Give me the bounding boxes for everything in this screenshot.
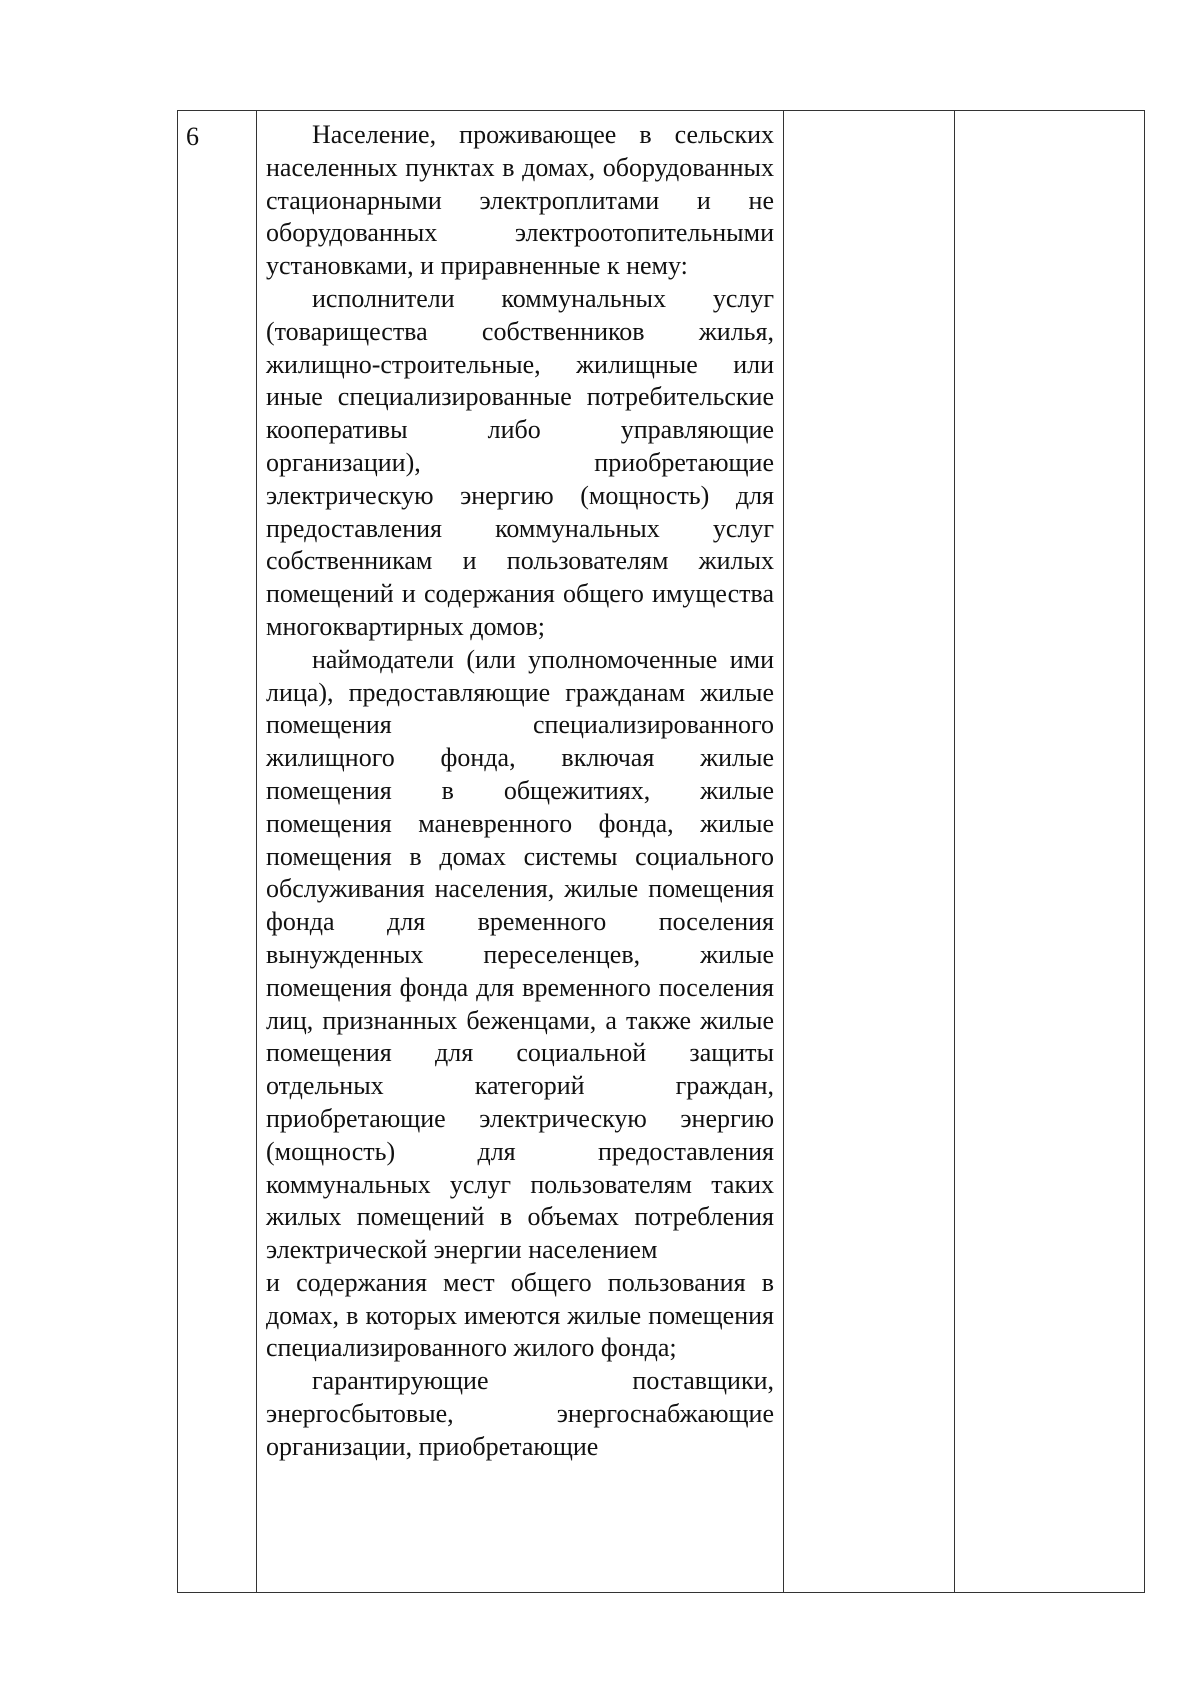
paragraph-landlords: наймодатели (или уполномоченные ими лица), предоставляющие гражданам жилые помещения специализированного жилищного фонда, включая жилые помещения в общежитиях, жилые помещения маневренного фонда, жилые помещения в домах системы социального обслуживания населения, жилые помещения фонда для временного поселения вынужденных переселенцев, жилые помещения фонда для временного поселения лиц, признанных беженцами, а также жилые помещения для социальной защиты отдельных категорий граждан, приобретающие электрическую энергию (мощность) для предоставления коммунальных услуг пользователям таких жилых помещений в объемах потребления электрической энергии населением: [266, 644, 774, 1265]
consumer-category-cell: [266, 119, 774, 1464]
paragraph-common-areas: и содержания мест общего пользования в домах, в которых имеются жилые помещения специализированного жилого фонда;: [266, 1267, 774, 1363]
row-number: 6: [186, 122, 199, 151]
tariff-table: [177, 110, 1145, 1593]
paragraph-population: Население, проживающее в сельских населенных пунктах в домах, оборудованных стационарными электроплитами и не оборудованных электроотопительными установками, и приравненные к нему:: [266, 120, 774, 281]
paragraph-utility-providers: исполнители коммунальных услуг (товарищества собственников жилья, жилищно-строительные, жилищные или иные специализированные потребительские кооперативы либо управляющие организации), приобретающие электрическую энергию (мощность) для предоставления коммунальных услуг собственникам и пользователям жилых помещений и содержания общего имущества многоквартирных домов;: [266, 283, 774, 641]
column-divider: [954, 111, 955, 1592]
column-divider: [256, 111, 257, 1592]
column-divider: [783, 111, 784, 1592]
paragraph-suppliers: гарантирующие поставщики, энергосбытовые, энергоснабжающие организации, приобретающие: [266, 1366, 774, 1461]
